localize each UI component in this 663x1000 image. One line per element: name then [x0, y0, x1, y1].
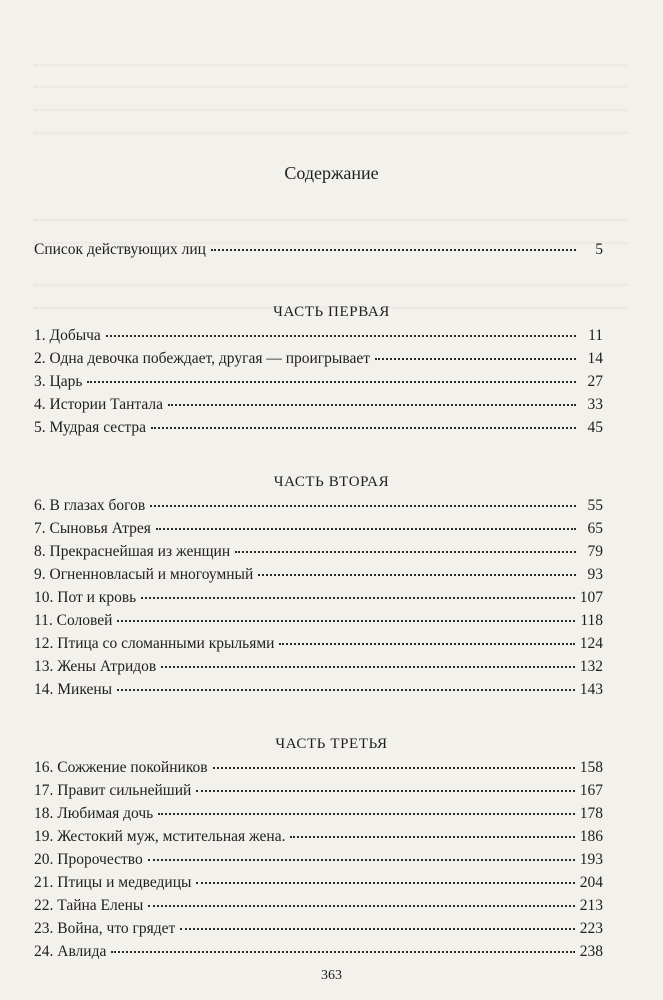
toc-entry[interactable] — [34, 681, 603, 699]
toc-entry-label: Список действующих лиц — [34, 241, 206, 258]
dot-leader — [156, 528, 576, 530]
dot-leader — [375, 358, 576, 360]
toc-entry-label: 13. Жены Атридов — [34, 658, 157, 675]
part-heading-3: ЧАСТЬ ТРЕТЬЯ — [275, 736, 388, 752]
dot-leader — [290, 836, 574, 838]
dot-leader — [106, 335, 576, 337]
dot-leader — [168, 404, 576, 406]
toc-entry[interactable] — [34, 805, 603, 823]
dot-leader — [213, 767, 575, 769]
toc-entry-page: 11 — [588, 327, 603, 344]
toc-entry-page: 33 — [587, 396, 603, 413]
dot-leader — [87, 381, 576, 383]
toc-entry[interactable] — [34, 327, 603, 345]
toc-entry-label: 5. Мудрая сестра — [34, 419, 146, 436]
toc-entry-page: 132 — [579, 658, 603, 675]
toc-entry-label: 19. Жестокий муж, мстительная жена. — [34, 828, 286, 845]
toc-entry[interactable] — [34, 851, 603, 869]
toc-entry-page: 118 — [580, 612, 603, 629]
dot-leader — [161, 666, 575, 668]
toc-entry-page: 93 — [587, 566, 603, 583]
toc-entry-label: 12. Птица со сломанными крыльями — [34, 635, 275, 652]
toc-entry-label: 6. В глазах богов — [34, 497, 146, 514]
dot-leader — [111, 951, 574, 953]
toc-entry-page: 213 — [579, 897, 603, 914]
toc-entry-label: 21. Птицы и медведицы — [34, 874, 192, 891]
toc-entry-page: 79 — [587, 543, 603, 560]
toc-entry-label: 20. Пророчество — [34, 851, 143, 868]
toc-entry[interactable] — [34, 943, 603, 961]
toc-entry[interactable] — [34, 782, 603, 800]
toc-entry-page: 124 — [579, 635, 603, 652]
toc-entry-label: 7. Сыновья Атрея — [34, 520, 151, 537]
toc-entry-page: 167 — [579, 782, 603, 799]
toc-entry-page: 193 — [579, 851, 603, 868]
toc-entry-label: 18. Любимая дочь — [34, 805, 154, 822]
dot-leader — [180, 928, 574, 930]
toc-entry-label: 2. Одна девочка побеждает, другая — проигрывает — [34, 350, 370, 367]
toc-entry-page: 178 — [579, 805, 603, 822]
toc-entry[interactable] — [34, 373, 603, 391]
toc-entry-page: 186 — [579, 828, 603, 845]
toc-entry[interactable] — [34, 520, 603, 538]
dot-leader — [196, 790, 574, 792]
toc-entry-label: 22. Тайна Елены — [34, 897, 144, 914]
dot-leader — [151, 427, 576, 429]
toc-entry[interactable] — [34, 612, 603, 630]
toc-entry-page: 14 — [587, 350, 603, 367]
dot-leader — [117, 689, 575, 691]
dot-leader — [117, 620, 575, 622]
part-heading-1: ЧАСТЬ ПЕРВАЯ — [273, 304, 390, 320]
toc-entry-label: 24. Авлида — [34, 943, 107, 960]
toc-entry-page: 107 — [579, 589, 603, 606]
toc-entry-page: 223 — [579, 920, 603, 937]
toc-entry[interactable] — [34, 589, 603, 607]
toc-entry[interactable] — [34, 350, 603, 368]
toc-entry-page: 204 — [579, 874, 603, 891]
dot-leader — [148, 905, 574, 907]
toc-entry[interactable] — [34, 920, 603, 938]
toc-entry[interactable] — [34, 658, 603, 676]
page-number: 363 — [321, 968, 342, 983]
toc-entry-page: 238 — [579, 943, 603, 960]
toc-entry-label: 10. Пот и кровь — [34, 589, 137, 606]
toc-entry-label: 9. Огненновласый и многоумный — [34, 566, 254, 583]
toc-entry-label: 16. Сожжение покойников — [34, 759, 208, 776]
toc-entry[interactable] — [34, 396, 603, 414]
toc-entry-label: 23. Война, что грядет — [34, 920, 176, 937]
dot-leader — [150, 505, 576, 507]
toc-entry-page: 143 — [579, 681, 603, 698]
dot-leader — [211, 249, 576, 251]
toc-entry-page: 27 — [587, 373, 603, 390]
toc-entry-page: 45 — [587, 419, 603, 436]
toc-entry[interactable] — [34, 419, 603, 437]
toc-entry-label: 3. Царь — [34, 373, 83, 390]
dot-leader — [235, 551, 576, 553]
toc-entry[interactable] — [34, 543, 603, 561]
toc-entry-page: 5 — [595, 241, 603, 258]
dot-leader — [158, 813, 575, 815]
toc-entry-intro[interactable] — [34, 241, 603, 259]
toc-entry-page: 55 — [587, 497, 603, 514]
toc-entry[interactable] — [34, 566, 603, 584]
toc-entry-label: 8. Прекраснейшая из женщин — [34, 543, 231, 560]
toc-entry[interactable] — [34, 497, 603, 515]
toc-entry-page: 158 — [579, 759, 603, 776]
dot-leader — [279, 643, 574, 645]
toc-entry-label: 1. Добыча — [34, 327, 101, 344]
toc-entry-page: 65 — [587, 520, 603, 537]
dot-leader — [258, 574, 576, 576]
dot-leader — [141, 597, 575, 599]
toc-entry-label: 4. Истории Тантала — [34, 396, 163, 413]
toc-entry[interactable] — [34, 759, 603, 777]
toc-entry-label: 14. Микены — [34, 681, 113, 698]
toc-entry[interactable] — [34, 635, 603, 653]
toc-entry-label: 11. Соловей — [34, 612, 113, 629]
dot-leader — [196, 882, 574, 884]
page-title: Содержание — [284, 163, 379, 183]
dot-leader — [148, 859, 575, 861]
toc-entry[interactable] — [34, 828, 603, 846]
part-heading-2: ЧАСТЬ ВТОРАЯ — [273, 474, 390, 490]
toc-entry-label: 17. Правит сильнейший — [34, 782, 192, 799]
toc-entry[interactable] — [34, 897, 603, 915]
toc-entry[interactable] — [34, 874, 603, 892]
